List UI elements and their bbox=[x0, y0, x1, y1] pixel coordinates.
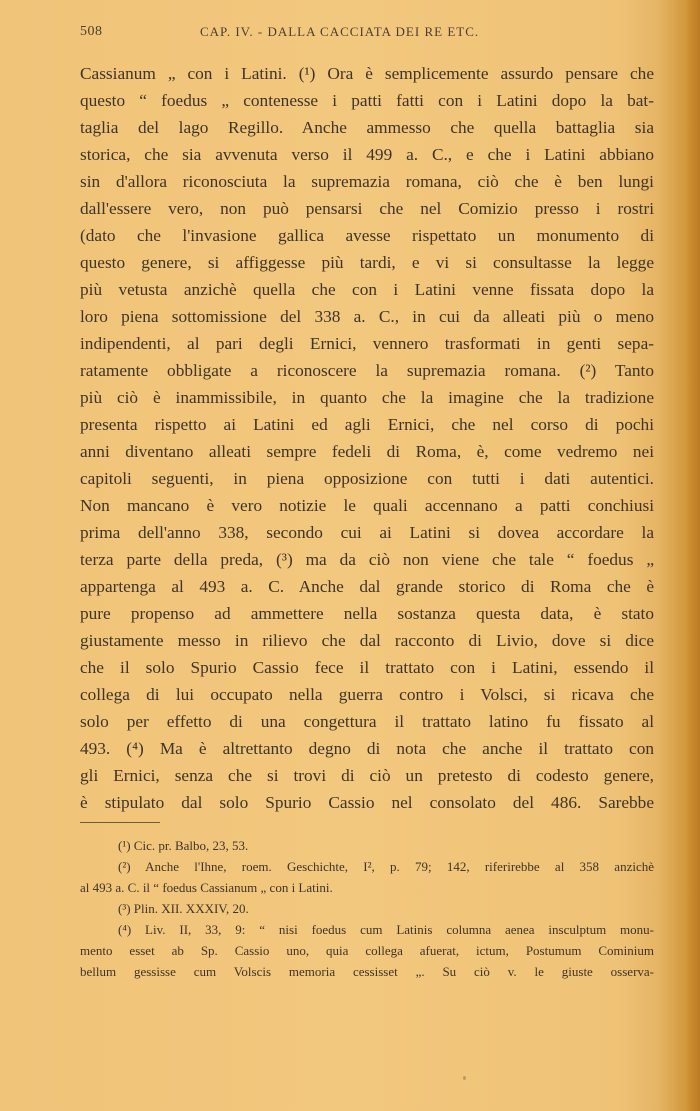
text-line: storica, che sia avvenuta verso il 499 a. C., e che i Latini abbiano bbox=[80, 145, 654, 164]
text-line: più vetusta anzichè quella che con i Latini venne fissata dopo la bbox=[80, 280, 654, 299]
text-line: capitoli seguenti, in piena opposizione con tutti i dati autentici. bbox=[80, 469, 654, 488]
footnote-divider bbox=[80, 822, 160, 823]
text-line: più ciò è inammissibile, in quanto che la imagine che la tradizione bbox=[80, 388, 654, 407]
text-line: giustamente messo in rilievo che dal racconto di Livio, dove si dice bbox=[80, 631, 654, 650]
page-header bbox=[80, 24, 654, 46]
text-line: (dato che l'invasione gallica avesse rispettato un monumento di bbox=[80, 226, 654, 245]
text-line: sin d'allora riconosciuta la supremazia romana, ciò che è ben lungi bbox=[80, 172, 654, 191]
text-line: ratamente obbligate a riconoscere la supremazia romana. (²) Tanto bbox=[80, 361, 654, 380]
text-line: 493. (⁴) Ma è altrettanto degno di nota che anche il trattato con bbox=[80, 739, 654, 758]
text-line: taglia del lago Regillo. Anche ammesso che quella battaglia sia bbox=[80, 118, 654, 137]
text-line: questo “ foedus „ contenesse i patti fatti con i Latini dopo la bat- bbox=[80, 91, 654, 110]
text-line: dall'essere vero, non può pensarsi che nel Comizio presso i rostri bbox=[80, 199, 654, 218]
footnote-4-continuation: bellum gessisse cum Volscis memoria cessisset „. Su ciò v. le giuste osserva- bbox=[80, 964, 654, 979]
text-line: solo per effetto di una congettura il trattato latino fu fissato al bbox=[80, 712, 654, 731]
text-line: Non mancano è vero notizie le quali accennano a patti conchiusi bbox=[80, 496, 654, 515]
running-head: CAP. IV. - DALLA CACCIATA DEI RE ETC. bbox=[200, 24, 480, 39]
footnote-1: (¹) Cic. pr. Balbo, 23, 53. bbox=[118, 838, 249, 853]
main-text bbox=[80, 60, 654, 816]
footnote-2: (²) Anche l'Ihne, roem. Geschichte, I², p. 79; 142, riferirebbe al 358 anzichè bbox=[118, 859, 654, 874]
page-number: 508 bbox=[80, 24, 103, 39]
footnote-2-continuation: al 493 a. C. il “ foedus Cassianum „ con i Latini. bbox=[80, 880, 333, 895]
text-line: Cassianum „ con i Latini. (¹) Ora è semplicemente assurdo pensare che bbox=[80, 64, 654, 83]
text-line: questo genere, si affiggesse più tardi, e vi si consultasse la legge bbox=[80, 253, 654, 272]
text-line: pure propenso ad ammettere nella sostanza questa data, è stato bbox=[80, 604, 654, 623]
footnote-4: (⁴) Liv. II, 33, 9: “ nisi foedus cum Latinis columna aenea insculptum monu- bbox=[118, 922, 654, 937]
text-line: anni diventano alleati sempre fedeli di Roma, è, come vedremo nei bbox=[80, 442, 654, 461]
text-line: loro piena sottomissione del 338 a. C., in cui da alleati più o meno bbox=[80, 307, 654, 326]
text-line: gli Ernici, senza che si trovi di ciò un pretesto di codesto genere, bbox=[80, 766, 654, 785]
footnote-4-continuation: mento esset ab Sp. Cassio uno, quia collega afuerat, ictum, Postumum Cominium bbox=[80, 943, 654, 958]
text-line: presenta rispetto ai Latini ed agli Ernici, che nel corso di pochi bbox=[80, 415, 654, 434]
text-line: collega di lui occupato nella guerra contro i Volsci, si ricava che bbox=[80, 685, 654, 704]
text-line: indipendenti, al pari degli Ernici, vennero trasformati in genti sepa- bbox=[80, 334, 654, 353]
text-line: è stipulato dal solo Spurio Cassio nel consolato del 486. Sarebbe bbox=[80, 793, 654, 812]
paper-speck bbox=[463, 1076, 466, 1080]
text-line: prima dell'anno 338, secondo cui ai Latini si dovea accordare la bbox=[80, 523, 654, 542]
footnotes bbox=[80, 835, 654, 982]
text-line: appartenga al 493 a. C. Anche dal grande storico di Roma che è bbox=[80, 577, 654, 596]
page-edge-shadow bbox=[686, 0, 700, 1111]
text-line: che il solo Spurio Cassio fece il trattato con i Latini, essendo il bbox=[80, 658, 654, 677]
footnote-3: (³) Plin. XII. XXXIV, 20. bbox=[118, 901, 249, 916]
text-line: terza parte della preda, (³) ma da ciò non viene che tale “ foedus „ bbox=[80, 550, 654, 569]
